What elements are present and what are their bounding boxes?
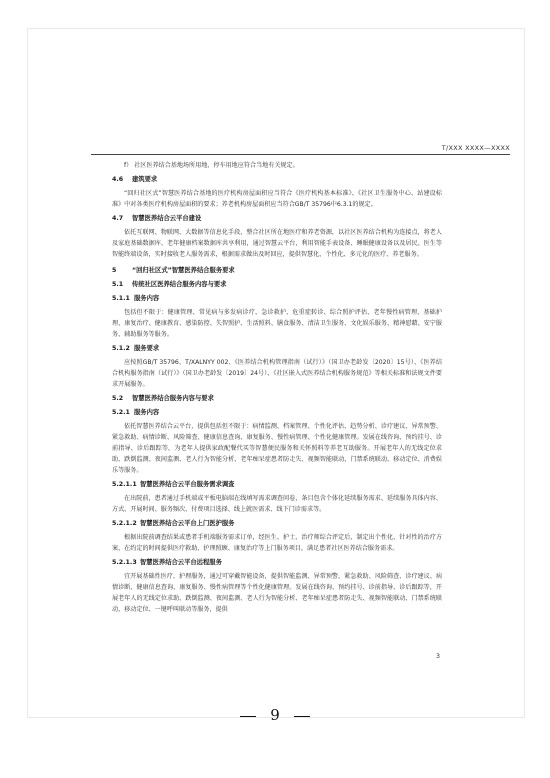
section-heading	[112, 174, 442, 185]
clause-number: 5.2.1.3	[112, 559, 137, 566]
section-number: 5.1	[112, 281, 124, 288]
chapter-title: “回归社区式”智慧医养结合服务要求	[132, 267, 235, 274]
header-rule	[91, 154, 510, 155]
section-heading	[112, 213, 442, 224]
clause-heading	[112, 479, 442, 490]
subsection-number: 5.2.1	[112, 409, 130, 416]
section-title: 传统社区医养结合服务内容与要求	[132, 281, 227, 288]
clause-heading	[112, 518, 442, 529]
clause-title: 智慧医养结合云平台上门医护服务	[140, 520, 235, 527]
subsection-title: 服务要求	[134, 345, 160, 352]
subsection-heading	[112, 293, 442, 304]
subsection-heading	[112, 407, 442, 418]
subsection-number: 5.1.1	[112, 295, 130, 302]
clause-title: 智慧医养结合云平台服务需求调查	[140, 481, 235, 488]
clause-title: 智慧医养结合云平台远程服务	[140, 559, 222, 566]
paragraph-building: “回归社区式”智慧医养结合基地的医疗机构房屋面积应当符合《医疗机构基本标准》、《社区卫生服务中心、站建设标准》中对各类医疗机构房屋面积的要求；养老机构房屋面积应当符合GB/T 35796中6.3.1的规定。	[112, 190, 442, 208]
paragraph-cloud-platform: 依托互联网、物联网、大数据等信息化手段，整合社区所在地医疗和养老资源，以社区医养结合机构为连接点，将老人及家庭基础数据库、老年健康档案数据库共享利用，通过智慧云平台，利用智能手表设备、睡眠健康设备以及居民、医生等智能终端设备，实时接收老人服务需求，根据需求做出及时回应，提供智慧化、个性化、多元化的医疗、养老服务。	[112, 229, 442, 258]
subsection-title: 服务内容	[134, 409, 160, 416]
subsection-number: 5.1.2	[112, 345, 130, 352]
chapter-heading	[112, 265, 442, 276]
section-heading	[112, 393, 442, 404]
paragraph-home-care: 根据出院前调查结果或患者手机端服务需求订单，经医生、护士、治疗师综合评定后，制定出个性化、针对性的治疗方案，在约定的时间提供医疗救助、护理照顾、康复治疗等上门服务项目，满足患者社区医养结合服务需求。	[112, 534, 442, 552]
section-heading	[112, 279, 442, 290]
folio-dash-right	[294, 716, 310, 717]
paragraph-remote-service: 宜开展基础性医疗、护理服务，通过可穿戴智能设备，提供智能监测、异常预警、紧急救助、风险筛查、诊疗建议、病情诊断、健康信息查询、康复服务、慢性病管理等个性化健康管理。发展在线咨询、预约挂号、诊前指导、诊后跟踪等，开展老年人的无线定位求助、跌倒监测、夜间监测、老人行为智能分析、老年痴呆症患者防走失、视频智能联动、门禁系统联动、移动定位、一键呼叫联动等服务，提供	[112, 573, 442, 613]
section-number: 4.6	[112, 176, 124, 183]
chapter-number: 5	[112, 267, 117, 274]
page-number: 3	[435, 652, 440, 660]
subsection-heading	[112, 343, 442, 354]
section-title: 智慧医养结合云平台建设	[132, 215, 202, 222]
section-number: 4.7	[112, 215, 124, 222]
folio	[0, 706, 550, 724]
clause-number: 5.2.1.1	[112, 481, 137, 488]
section-title: 智慧医养结合服务内容与要求	[132, 395, 214, 402]
clause-heading	[112, 557, 442, 568]
paragraph-smart-service-content: 依托智慧医养结合云平台，提供包括但不限于：病情监测、档案管理、个性化评估、趋势分析、诊疗建议、异常预警、紧急救助、病情诊断、风险筛查、健康信息查询、康复服务、慢性病管理、个性化健康管理。发展在线咨询、预约挂号、诊前指导、诊后跟踪等，为老年人提供家政配餐代买等智慧便民服务和关怀照料等养老互助服务。开展老年人的无线定位求助、跌倒监测、夜间监测、老人行为智能分析、老年痴呆症患者防走失、视频智能联动、门禁系统联动、移动定位、消费娱乐等服务。	[112, 423, 442, 474]
folio-number: 9	[270, 706, 280, 724]
subsection-title: 服务内容	[134, 295, 160, 302]
section-number: 5.2	[112, 395, 124, 402]
document-code: T/XXX XXXX—XXXX	[441, 144, 510, 152]
section-title: 建筑要求	[132, 176, 158, 183]
document-body	[112, 160, 442, 615]
clause-number: 5.2.1.2	[112, 520, 137, 527]
paragraph-site-use: f） 社区医养结合基地场所用地、停车用地应符合当地有关规定。	[124, 162, 299, 169]
folio-dash-left	[240, 716, 256, 717]
paragraph-service-content: 包括但不限于：健康管理、常见病与多发病诊疗、急诊救护、危重症转诊、综合照护评估、老年慢性病管理、基础护理、康复治疗、健康教育、感染防控、失智照护、生活照料、膳食服务、清洁卫生服务、文化娱乐服务、精神慰藉、安宁服务、辅助服务等服务。	[112, 309, 442, 338]
paragraph-service-requirements: 应按照GB/T 35796、T/XALNYY 002、《医养结合机构管理指南（试行）》（国卫办老龄发〔2020〕15号）、《医养结合机构服务指南（试行）》（国卫办老龄发〔2019〕24号）、《社区嵌入式医养结合机构服务规范》等相关标准和法规文件要求开展服务。	[112, 359, 442, 388]
paragraph-demand-survey: 在出院前，患者通过手机端或平板电脑端在线填写需求调查问卷，条目包含个体化延续服务需求、延续服务具体内容、方式、开展时间、服务频次、付费项目选择、线上就医需求、线下门诊需求等。	[112, 495, 442, 513]
